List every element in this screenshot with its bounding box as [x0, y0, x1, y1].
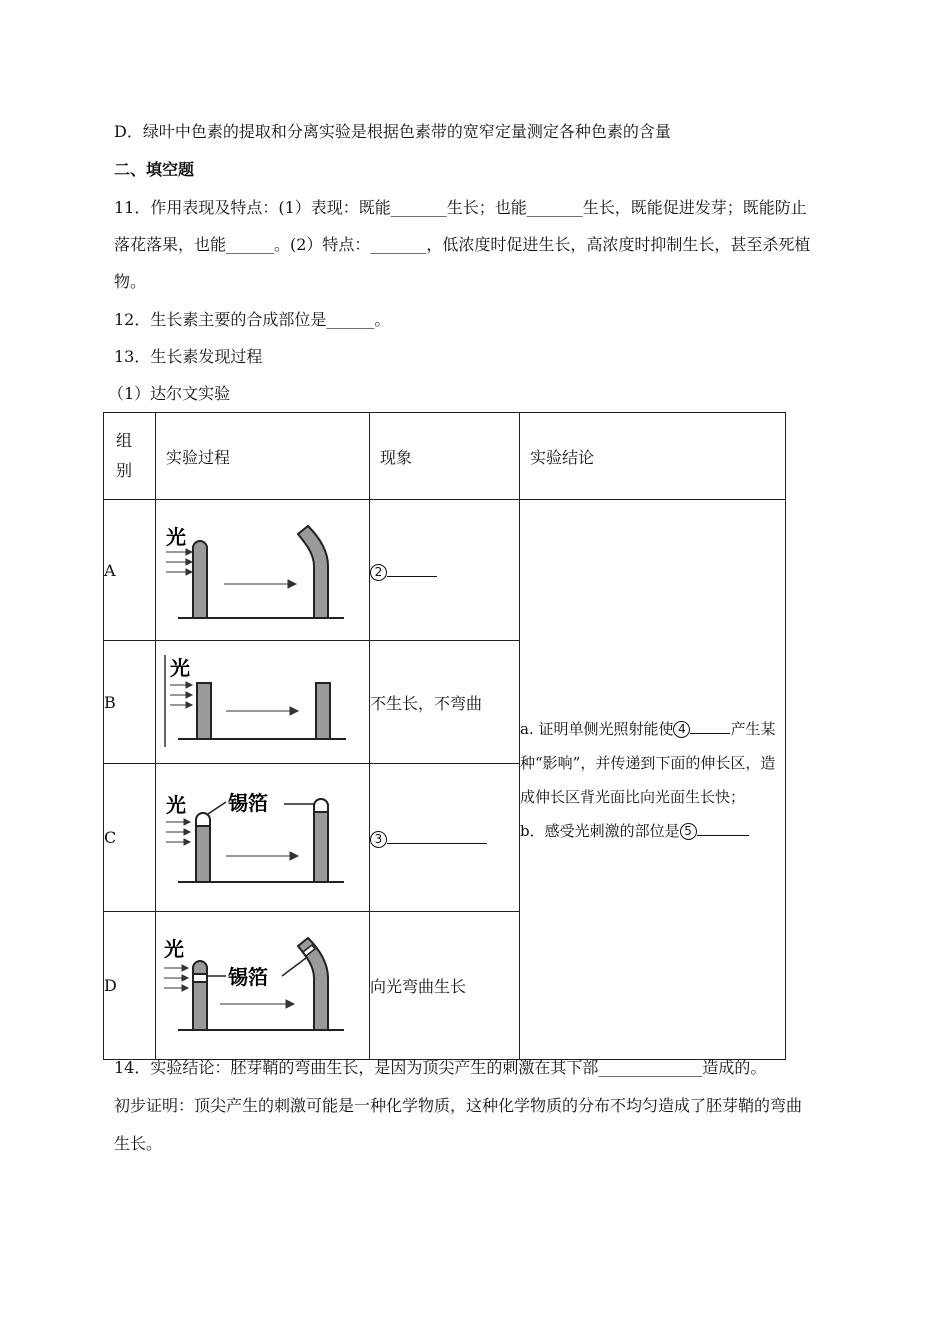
decapitated-coleoptile-before	[197, 683, 211, 739]
diagram-d	[156, 912, 359, 1055]
section-title: 二、填空题	[114, 160, 195, 179]
q11-line-3: 物。	[114, 272, 147, 291]
circled-number-4: 4	[673, 721, 690, 738]
q12-line: 12．生长素主要的合成部位是______。	[114, 310, 391, 329]
light-label: 光	[166, 525, 186, 549]
light-arrows	[164, 965, 188, 991]
q11-line-1: 11．作用表现及特点：(1）表现：既能_______生长；也能_______生长，既能促进发芽；既能防止	[114, 198, 807, 217]
circled-number-2: 2	[370, 564, 387, 581]
foil-cap-after	[314, 799, 328, 812]
foil-pointer	[208, 802, 226, 814]
diagram-b	[156, 641, 359, 759]
option-d-line: D．绿叶中色素的提取和分离实验是根据色素带的宽窄定量测定各种色素的含量	[114, 122, 671, 141]
q13-line: 13．生长素发现过程	[114, 347, 263, 366]
group-c-label: C	[104, 764, 156, 912]
arrow-right	[224, 580, 296, 588]
conclusion-a-line-1	[520, 712, 785, 746]
darwin-experiment-table	[103, 412, 786, 1060]
conclusion-b-prefix: b．感受光刺激的部位是	[520, 821, 680, 840]
header-group-char-1: 组	[116, 431, 133, 450]
foil-label: 锡箔	[228, 965, 268, 989]
conclusion-a-line-3: 成伸长区背光面比向光面生长快；	[520, 787, 746, 806]
phenomenon-c	[370, 764, 520, 912]
diagram-a-cell	[156, 500, 370, 641]
header-group	[104, 413, 156, 500]
coleoptile-with-base-foil-before	[193, 961, 207, 1030]
decapitated-coleoptile-after	[316, 683, 330, 739]
light-arrows	[166, 549, 192, 575]
header-phenomenon: 现象	[370, 413, 520, 500]
circled-number-3: 3	[370, 831, 387, 848]
light-label: 光	[164, 937, 184, 961]
foil-band-before	[193, 974, 207, 982]
phenomenon-a	[370, 500, 520, 641]
diagram-c-cell	[156, 764, 370, 912]
diagram-b-cell	[156, 641, 370, 764]
header-process: 实验过程	[156, 413, 370, 500]
diagram-a	[156, 500, 359, 636]
circled-number-5: 5	[680, 823, 697, 840]
blank-4	[690, 717, 730, 734]
phenomenon-d: 向光弯曲生长	[370, 912, 520, 1060]
conclusion-cell	[520, 500, 786, 1060]
arrow-right	[226, 852, 298, 860]
header-conclusion: 实验结论	[520, 413, 786, 500]
group-d-label: D	[104, 912, 156, 1060]
table-row-a	[104, 500, 786, 641]
note-line-2: 生长。	[114, 1134, 163, 1153]
light-arrows	[166, 819, 190, 845]
blank-5	[697, 819, 749, 836]
blank-3	[387, 827, 487, 844]
coleoptile-before	[193, 541, 207, 618]
phenomenon-b: 不生长，不弯曲	[370, 641, 520, 764]
conclusion-b-line	[520, 814, 785, 848]
conclusion-a-suffix: 产生某	[730, 719, 776, 738]
foil-label: 锡箔	[228, 791, 268, 815]
group-a-label: A	[104, 500, 156, 641]
diagram-d-cell	[156, 912, 370, 1060]
foil-pointer-right	[282, 958, 306, 976]
note-line-1: 初步证明：顶尖产生的刺激可能是一种化学物质，这种化学物质的分布不均匀造成了胚芽鞘的弯曲	[114, 1096, 803, 1115]
coleoptile-bent	[298, 526, 328, 618]
table-header-row	[104, 413, 786, 500]
q11-line-2: 落花落果，也能______。(2）特点：_______，低浓度时促进生长，高浓度时抑制生长，甚至杀死植	[114, 235, 811, 254]
light-label: 光	[170, 656, 190, 680]
header-group-char-2: 别	[116, 461, 133, 480]
arrow-right	[220, 1000, 294, 1008]
blank-2	[387, 560, 437, 577]
q13-sub-line: （1）达尔文实验	[108, 384, 231, 403]
q14-line: 14．实验结论：胚芽鞘的弯曲生长，是因为顶尖产生的刺激在其下部_____________造成的。	[114, 1058, 767, 1077]
diagram-c	[156, 764, 359, 907]
group-b-label: B	[104, 641, 156, 764]
light-label: 光	[166, 793, 186, 817]
conclusion-a-prefix: a. 证明单侧光照射能使	[520, 719, 674, 738]
foil-cap-before	[196, 813, 210, 826]
light-arrows	[170, 682, 192, 708]
conclusion-a-line-2: 种“影响”，并传递到下面的伸长区，造	[520, 753, 776, 772]
arrow-right	[226, 707, 298, 715]
